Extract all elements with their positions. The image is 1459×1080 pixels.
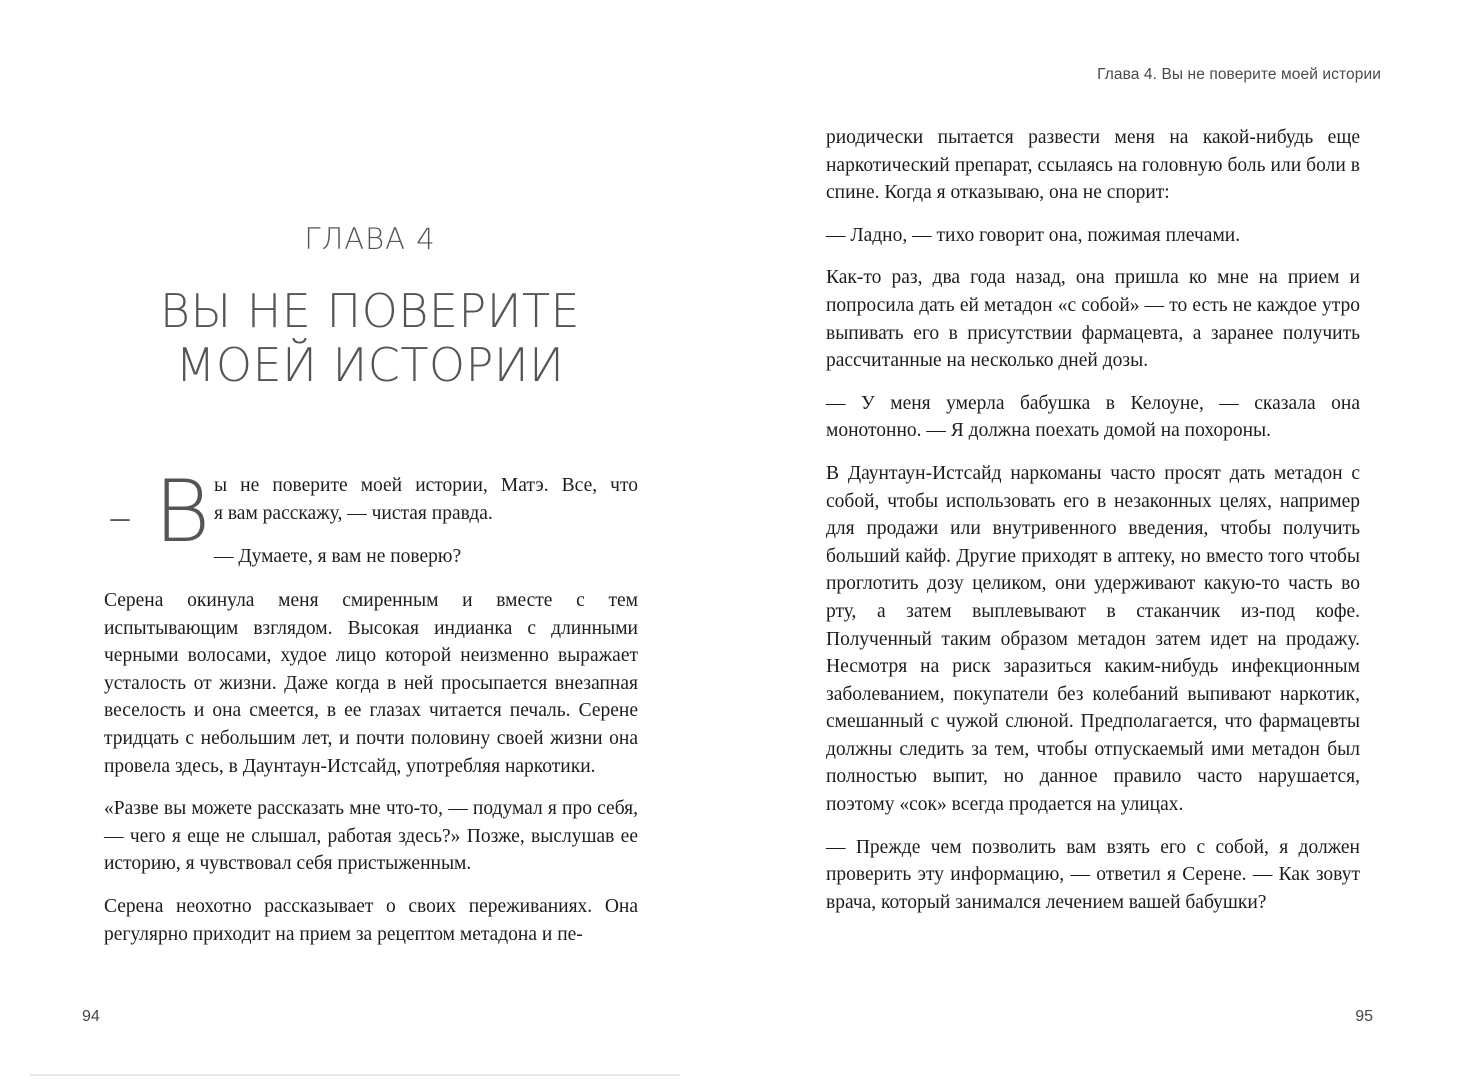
right-page — [730, 0, 1459, 1080]
paragraph: — Прежде чем позволить вам взять его с собой, я должен проверить эту информацию, — ответил я Серене. — Как зовут врача, который занимался лечением вашей бабушки? — [826, 836, 1360, 913]
running-head: Глава 4. Вы не поверите моей истории — [1097, 66, 1381, 83]
lead-paragraph — [214, 472, 638, 528]
paragraph: Как-то раз, два года назад, она пришла ко мне на прием и попросила дать ей метадон «с собой» — то есть не каждое утро выпивать его в присутствии фармацевта, а заранее получить рассчитанные на несколько дней дозы. — [826, 267, 1360, 372]
paragraph: «Разве вы можете рассказать мне что-то, — подумал я про себя, — чего я еще не слышал, работая здесь?» Позже, выслушав ее историю, я чувствовал себя пристыженным. — [104, 798, 638, 875]
lead-line-2: я вам расскажу, — чистая правда. — [214, 503, 493, 524]
lead-line-1: ы не поверите моей истории, Матэ. Все, что — [214, 475, 638, 496]
scan-edge-divider — [30, 1074, 680, 1076]
chapter-label: ГЛАВА 4 — [304, 222, 436, 256]
paragraph: риодически пытается развести меня на какой-нибудь еще наркотический препарат, ссылаясь на головную боль или боли в спине. Когда я отказываю, она не спорит: — [826, 127, 1360, 204]
chapter-title — [90, 284, 650, 392]
chapter-title-line-2: МОЕЙ ИСТОРИИ — [175, 338, 565, 392]
paragraph: В Даунтаун-Истсайд наркоманы часто просят дать метадон с собой, чтобы использовать его в незаконных целях, например для продажи или внутривенного введения, чтобы получить больший кайф. Другие приходят в аптеку, но вместо того чтобы проглотить дозу целиком, они удерживают какую-то часть во рту, а затем выплевывают в стаканчик из-под кофе. Полученный таким образом метадон затем идет на продажу. Несмотря на риск заразиться каким-нибудь инфекционным заболеванием, покупатели без колебаний выпивают наркотик, смешанный с чужой слюной. Предполагается, что фармацевты должны следить за тем, чтобы отпускаемый ими метадон был полностью выпит, но данное правило часто нарушается, поэтому «сок» всегда продается на улицах. — [826, 462, 1360, 816]
paragraph: Серена окинула меня смиренным и вместе с тем испытывающим взглядом. Высокая индианка с длинными черными волосами, худое лицо которой неизменно выражает усталость от жизни. Даже когда в ней просыпается внезапная веселость и она смеется, в ее глазах читается печаль. Серене тридцать с небольшим лет, и почти половину своей жизни она провела здесь, в Даунтаун-Истсайд, употребляя наркотики. — [104, 590, 638, 777]
chapter-title-line-1: ВЫ НЕ ПОВЕРИТЕ — [159, 284, 581, 338]
dropcap-letter: В — [154, 462, 211, 562]
paragraph: — Ладно, — тихо говорит она, пожимая плечами. — [826, 224, 1241, 246]
page-number-right: 95 — [1355, 1008, 1373, 1025]
left-body-text — [104, 587, 638, 963]
right-body-text — [826, 124, 1360, 931]
paragraph: Серена неохотно рассказывает о своих переживаниях. Она регулярно приходит на прием за рецептом метадона и пе- — [104, 895, 638, 945]
page-number-left: 94 — [82, 1008, 100, 1025]
dialog-line: — Думаете, я вам не поверю? — [214, 546, 462, 567]
dropcap-dash: – — [108, 489, 132, 545]
paragraph: — У меня умерла бабушка в Келоуне, — сказала она монотонно. — Я должна поехать домой на похороны. — [826, 392, 1360, 442]
